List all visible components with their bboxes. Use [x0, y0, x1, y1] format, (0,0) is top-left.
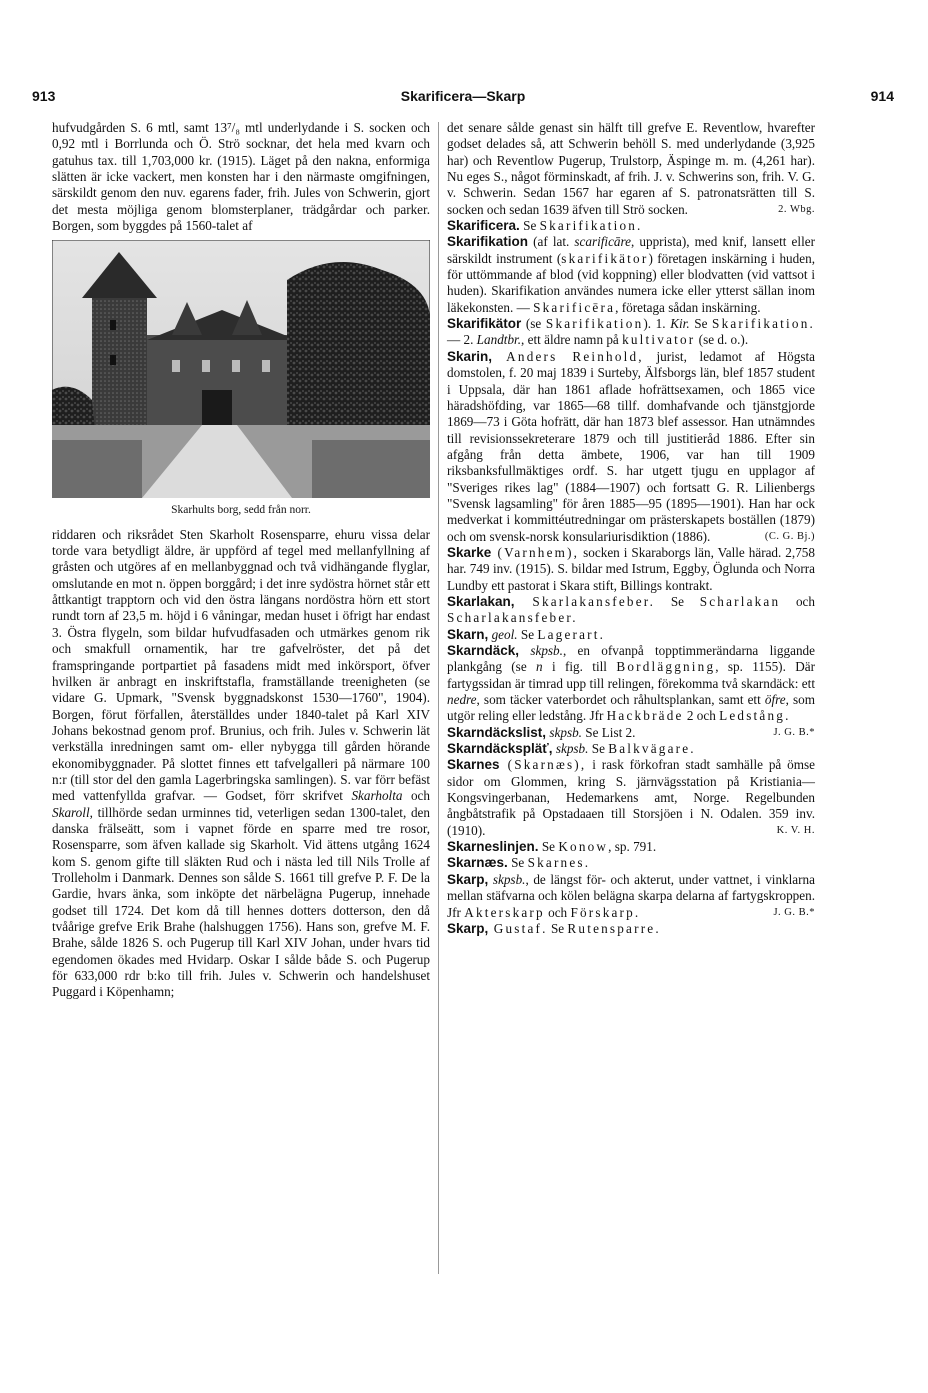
page-number-left: 913	[32, 88, 56, 104]
left-paragraph-2: riddaren och riksrådet Sten Skarholt Rosensparre, ehuru vissa delar torde vara betydligt äldre, är uppförd af tegel med mellanfyllning af gråsten och utgöres af en mellanbyggnad och två vidhängande flyglar, omslutande en mot n. öppen borggård; i det inre sydöstra hörnet står ett åttkantigt trapptorn och vid den östra längans nordöstra hörn ett stort rundt torn af 23,5 m. höjd i 6 våningar, medan huset i öfrigt har endast 3. Östra flygeln, som bildar hufvudfasaden och utmärkes genom rik och smakfull ornamentik, har tre gafvelröster, det på det framspringande portpartiet på fasadens midt med inkörsport, öfver hvilken är anbragt en inskriftstafla, framställande treenigheten (se vidare G. Upmark, "Svensk byggnadskonst 1530—1760", 1904). Borgen, förut förfallen, återställdes under 1840-talet på Karl XIV Johans bekostnad genom prof. Brunius, och frih. Jules v. Schwerin lät verkställa inredningen samt om- eller nybygga till gården hörande ekonomibyggnader. På slottet finnes ett tafvelgalleri på närmare 100 n:r (till stor del den gamla Lagerbringska samlingen). S. var förr befäst med vattenfyllda grafvar. — Godset, förr skrifvet Skarholta och Skaroll, tillhörde sedan urminnes tid, veterligen sedan 1300-talet, den danska frälseätt, som i vapnet förde en sparre med tre rosor, Rosensparre, som äfven kallade sig Skarholt. Vid ättens utgång 1624 kom S. genom gifte till släkten Rud och i nästa led till Nils Trolle af Trolleholm i Danmark. Dennes son sålde S. 1661 till grefve P. F. De la Gardie, hvars änka, som inköpte det närbelägna Pugerup, innehade godset till 1724. Det kom då till hennes dotters dotterson, den då tvåårige grefve Erik Brahe (halshuggen 1756). Hans son, grefve M. F. Brahe, sålde 1826 S. och Pugerup till Karl XIV Johan, under hvars tid egendomen ökades med Hvidarp. Oskar I sålde både S. och Pugerup för 633,000 rdr b:ko till frih. Jules v. Schwerin och handelshuset Puggard i Köpenhamn;	[52, 526, 430, 1000]
entry-skarp-gustaf: Skarp, Gustaf. Se Rutensparre.	[447, 920, 661, 936]
entry-skarifikator: Skarifikätor (se Skarifikation). 1. Kir. Se Skarifikation. — 2. Landtbr., ett äldre namn på kultivator (se d. o.).	[447, 316, 815, 348]
right-column	[447, 120, 815, 937]
entry-skarn: Skarn, geol. Se Lagerart.	[447, 626, 606, 642]
entry-continuation: det senare sålde genast sin hälft till grefve E. Reventlow, hvarefter godset delades så, att Schwerin behöll S. med underlydande (3,925 har) och Reventlow Pugerup, Trulstorp, Äspinge m. m. (4,261 har). Nu eges S., något förminskadt, af frih. J. v. Schwerins son, frih. V. G. v. Schwerin. Sedan 1567 har egaren af S. patronatsrätten till S. socken och sedan 1639 äfven till Strö socken. 2. Wbg.	[447, 120, 815, 217]
entry-skarp: Skarp, skpsb., de längst för- och akterut, under vattnet, i vinklarna mellan stäfvarna och kölen belägna skarpa delarna af fartygskroppen. Jfr Akterskarp och Förskarp. J. G. B.*	[447, 871, 816, 920]
entry-skarlakan: Skarlakan, Skarlakansfeber. Se Scharlakan och Scharlakansfeber.	[447, 593, 815, 626]
entry-skarneslinjen: Skarneslinjen. Se Konow, sp. 791.	[447, 839, 657, 855]
left-paragraph-1: hufvudgården S. 6 mtl, samt 13⁷/₈ mtl underlydande i S. socken och 0,92 mtl i Borrlunda och Ö. Strö socknar, det hela med kvarn och gatuhus tax. till 1,703,000 kr. (1915). Läget på den nakna, enformiga slätten är icke vackert, men konsten har i den närmaste omgifningen, särskildt genom den nuv. egarens fader, frih. Jules von Schwerin, gjort det mesta möjliga genom blomsterplaner, trädgårdar och parker. Borgen, som byggdes på 1560-talet af	[52, 120, 430, 234]
entry-skarnes: Skarnes (Skarnæs), i rask förkofran stadt samhälle på ömse sidor om Glommen, kring S. järnvägsstation på Kristiania—Kongsvingerbanan, Hedemarkens amt, Norge. Regelbunden ångbåtstrafik på Opstadaaen till Storsjöen i N. Odalen. 359 inv. (1910). K. V. H.	[447, 757, 815, 838]
castle-photo	[52, 240, 430, 498]
left-column	[52, 120, 430, 1001]
entry-skarifikation: Skarifikation (af lat. scarificāre, upprista), med knif, lansett eller särskildt instrument (skarifikätor) företagen inskärning i huden, för uttömmande af blod (vid koppning) eller blodvatten (vid vattsot i huden). Skarifikation användes numera icke eller ytterst sällan inom läkekonsten. — Skarificēra, företaga sådan inskärning.	[447, 234, 815, 315]
entry-skarndack: Skarndäck, skpsb., en ofvanpå topptimmerändarna liggande plankgång (se n i fig. till Bordläggning, sp. 1155). Där fartygssidan är timrad upp till relingen, förekomma två skarndäck: ett nedre, som täcker vaterbordet och råhultsplankan, samt ett öfre, som utgör reling eller ledstång. Jfr Hackbräde 2 och Ledstång. J. G. B.*	[447, 643, 816, 738]
castle-illustration	[52, 240, 430, 498]
entry-skarin: Skarin, Anders Reinhold, jurist, ledamot af Högsta domstolen, f. 20 maj 1839 i Surteby, Älfsborgs län, blef 1857 student i Uppsala, där han 1861 aflade hofrättsexamen, och 1865 vice häradshöfding, var 1865—68 tillf. domhafvande och tjänstgjorde 1869—73 i Göta hofrätt, där han 1873 blef assessor. Han utnämndes till revisionssekreterare 1879 och till justitieråd 1886. Efter sin afgång från detta ämbete, 1906, var han till 1909 riksbanksfullmäktiges ordf. S. har utgett tjugu en upplagor af "Sveriges rikes lag" (1884—1907) och fortsatt G. R. Lilienbergs "Svensk lagsamling" för åren 1885—95 (1895—1901). Han har ock medverkat i kommittéutredningar om prästerskapets boställen (1879) och om svensk-norsk konsulariurisdiktion (1886). (C. G. Bj.)	[447, 348, 815, 544]
entry-skarndacksplat: Skarndäckspläť, skpsb. Se Balkvägare.	[447, 741, 696, 757]
entry-skarndackslist: Skarndäckslist, skpsb. Se List 2.	[447, 724, 636, 740]
photo-caption: Skarhults borg, sedd från norr.	[171, 504, 311, 517]
entry-skarificera: Skarificera. Se Skarifikation.	[447, 218, 643, 234]
running-title: Skarificera—Skarp	[400, 88, 526, 104]
entry-skarnaes: Skarnæs. Se Skarnes.	[447, 855, 591, 871]
page-header	[32, 88, 894, 110]
entry-skarke: Skarke (Varnhem), socken i Skaraborgs län, Valle härad. 2,758 har. 749 inv. (1915). S. bildar med Istrum, Eggby, Öglunda och Norra Lundby ett pastorat i Skara stift, Billings kontrakt.	[447, 544, 815, 593]
page-number-right: 914	[870, 88, 894, 104]
column-divider	[438, 122, 439, 1274]
